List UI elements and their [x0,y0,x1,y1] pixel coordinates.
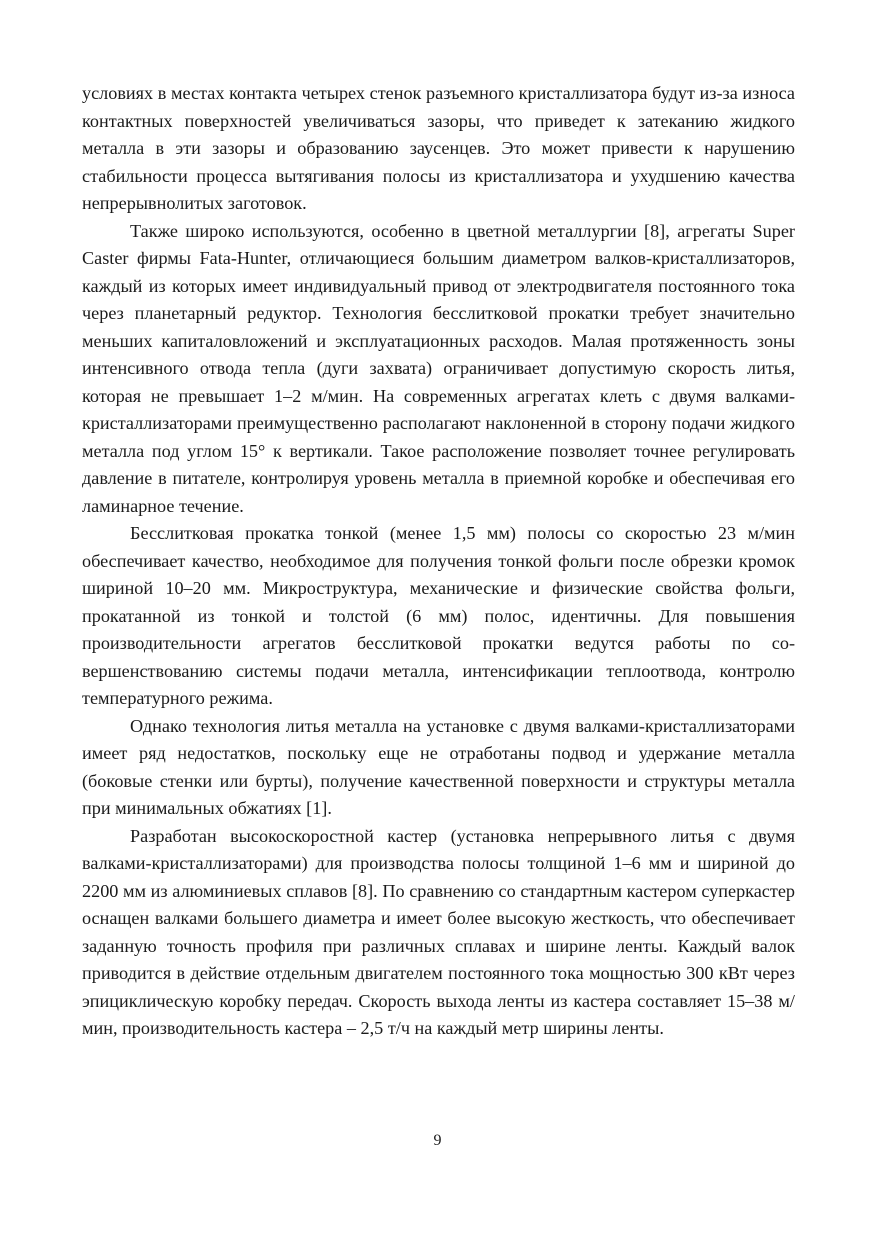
paragraph-thin-strip: Бесслитковая прокатка тонкой (менее 1,5 мм) полосы со скоростью 23 м/мин обеспечивает качество, необходимое для получения тонкой фольги после обрезки кромок шириной 10–20 мм. Микроструктура, механические и физические свойства фольги, прокатанной из тонкой и толстой (6 мм) полос, идентичны. Для повышения производительности агрегатов бесслитковой прокатки ведутся работы по совершенствованию системы подачи металла, интенсификации теплоотвода, контролю температурного режима. [82,523,795,708]
paragraph-super-caster: Также широко используются, особенно в цветной металлургии [8], агрегаты Super Caster фирмы Fata-Hunter, отличающиеся большим диаметром валков-кристаллизаторов, каждый из которых имеет индивидуальный привод от электродвигателя постоянного тока через планетарный редуктор. Технология бесслитковой прокатки требует значительно меньших капиталовложений и эксплуатационных расходов. Малая протяженность зоны интенсивного отвода тепла (дуги захвата) ограничивает допустимую скорость литья, которая не превышает 1–2 м/мин. На современных агрегатах клеть с двумя валками-кристаллизаторами преимущественно располагают наклоненной в сторону подачи жидкого металла под углом 15° к вертикали. Такое расположение позволяет точнее регулировать давление в питателе, контролируя уровень металла в приемной коробке и обеспечивая его ламинарное течение. [82,220,795,516]
paragraph-high-speed-caster: Разработан высокоскоростной кастер (установка непрерывного литья с двумя валками-кристаллизаторами) для производства полосы толщиной 1–6 мм и шириной до 2200 мм из алюминиевых сплавов [8]. По сравнению со стандартным кастером суперкастер оснащен валками большего диаметра и имеет более высокую жесткость, что обеспечивает заданную точность профиля при различных сплавах и ширине ленты. Каждый валок приводится в действие отдельным двигателем постоянного тока мощностью 300 кВт через эпициклическую коробку передач. Скорость выхода ленты из кастера составляет 15–38 м/мин, производительность кастера – 2,5 т/ч на каждый метр ширины ленты. [82,825,795,1038]
paragraph-continuation: условиях в местах контакта четырех стенок разъемного кристаллизатора будут из-за износа контактных поверхностей увеличиваться зазоры, что приведет к затеканию жидкого металла в эти зазоры и образованию заусенцев. Это может привести к нарушению стабильности процесса вытягивания полосы из кристаллизатора и ухудшению качества непрерывнолитых заготовок. [82,83,795,213]
body-text [82,80,795,1043]
paragraph-drawbacks: Однако технология литья металла на установке с двумя валками-кристаллизаторами имеет ряд недостатков, поскольку еще не отработаны подвод и удержание металла (боковые стенки или бурты), получение качественной поверхности и структуры металла при минимальных обжатиях [1]. [82,715,795,818]
page-number: 9 [433,1132,442,1149]
